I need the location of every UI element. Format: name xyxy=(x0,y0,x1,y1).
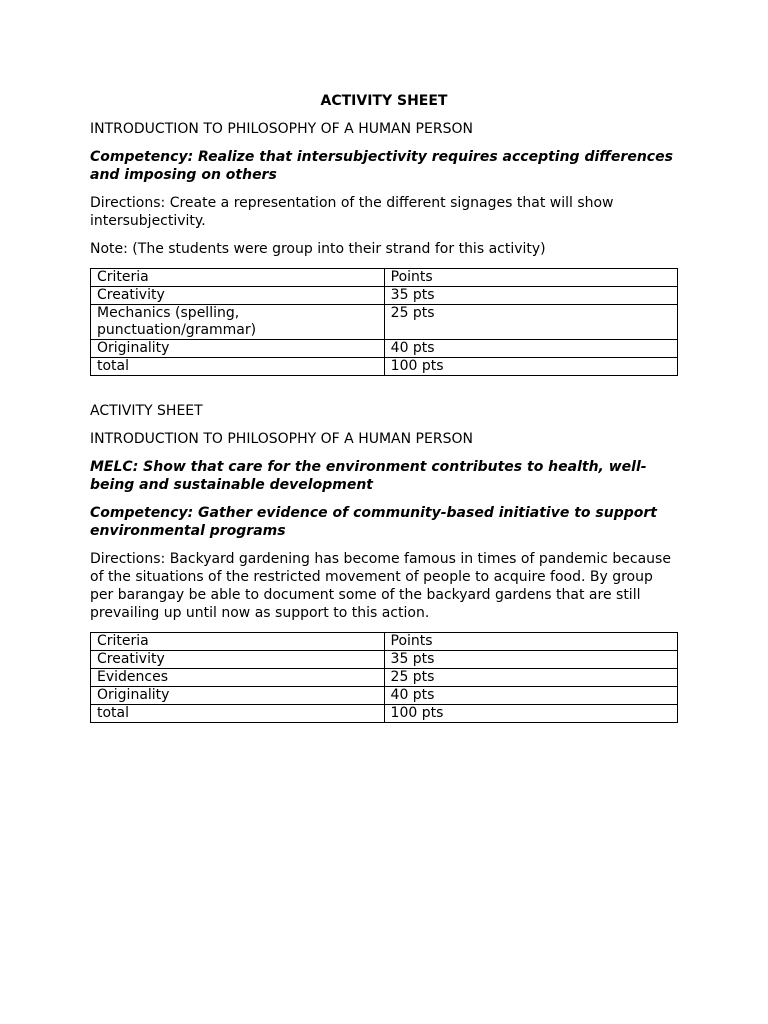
rubric-criteria-cell: Evidences xyxy=(91,669,385,687)
rubric-points-cell: 100 pts xyxy=(384,358,677,376)
rubric-criteria-cell: Originality xyxy=(91,340,385,358)
sheet1-competency: Competency: Realize that intersubjectivity requires accepting differences and imposing on others xyxy=(90,149,673,183)
table-row xyxy=(91,669,678,687)
rubric-points-cell: 40 pts xyxy=(384,687,677,705)
activity-sheet-1 xyxy=(90,92,678,376)
rubric-points-cell: 25 pts xyxy=(384,305,677,340)
sheet1-title: ACTIVITY SHEET xyxy=(320,93,448,109)
sheet1-directions: Directions: Create a representation of the different signages that will show intersubjectivity. xyxy=(90,195,614,229)
rubric-criteria-cell: total xyxy=(91,705,385,723)
rubric-points-cell: Points xyxy=(384,269,677,287)
sheet2-subject: INTRODUCTION TO PHILOSOPHY OF A HUMAN PERSON xyxy=(90,431,473,447)
rubric-criteria-cell: Creativity xyxy=(91,651,385,669)
rubric-points-cell: 35 pts xyxy=(384,287,677,305)
sheet1-rubric-table xyxy=(90,268,678,376)
rubric-points-cell: 100 pts xyxy=(384,705,677,723)
rubric-points-cell: 40 pts xyxy=(384,340,677,358)
rubric-criteria-cell: Originality xyxy=(91,687,385,705)
rubric-points-cell: 35 pts xyxy=(384,651,677,669)
rubric-criteria-cell: Criteria xyxy=(91,269,385,287)
table-row xyxy=(91,305,678,340)
rubric-points-cell: 25 pts xyxy=(384,669,677,687)
table-row xyxy=(91,340,678,358)
table-row xyxy=(91,269,678,287)
sheet2-competency: Competency: Gather evidence of community-based initiative to support environmental programs xyxy=(90,505,657,539)
sheet2-rubric-table xyxy=(90,632,678,723)
table-row xyxy=(91,705,678,723)
section-spacer xyxy=(90,376,678,402)
table-row xyxy=(91,633,678,651)
table-row xyxy=(91,687,678,705)
document-page xyxy=(90,92,678,723)
rubric-criteria-cell: Mechanics (spelling, punctuation/grammar) xyxy=(91,305,385,340)
rubric-points-cell: Points xyxy=(384,633,677,651)
activity-sheet-2 xyxy=(90,402,678,723)
sheet2-title: ACTIVITY SHEET xyxy=(90,403,203,419)
sheet1-note: Note: (The students were group into their strand for this activity) xyxy=(90,241,546,257)
sheet2-directions: Directions: Backyard gardening has become famous in times of pandemic because of the situations of the restricted movement of people to acquire food. By group per barangay be able to document some of the backyard gardens that are still prevailing up until now as support to this action. xyxy=(90,551,671,621)
table-row xyxy=(91,287,678,305)
rubric-criteria-cell: Criteria xyxy=(91,633,385,651)
sheet1-subject: INTRODUCTION TO PHILOSOPHY OF A HUMAN PERSON xyxy=(90,121,473,137)
rubric-criteria-cell: total xyxy=(91,358,385,376)
table-row xyxy=(91,358,678,376)
sheet2-melc: MELC: Show that care for the environment contributes to health, well-being and sustainable development xyxy=(90,459,647,493)
table-row xyxy=(91,651,678,669)
rubric-criteria-cell: Creativity xyxy=(91,287,385,305)
